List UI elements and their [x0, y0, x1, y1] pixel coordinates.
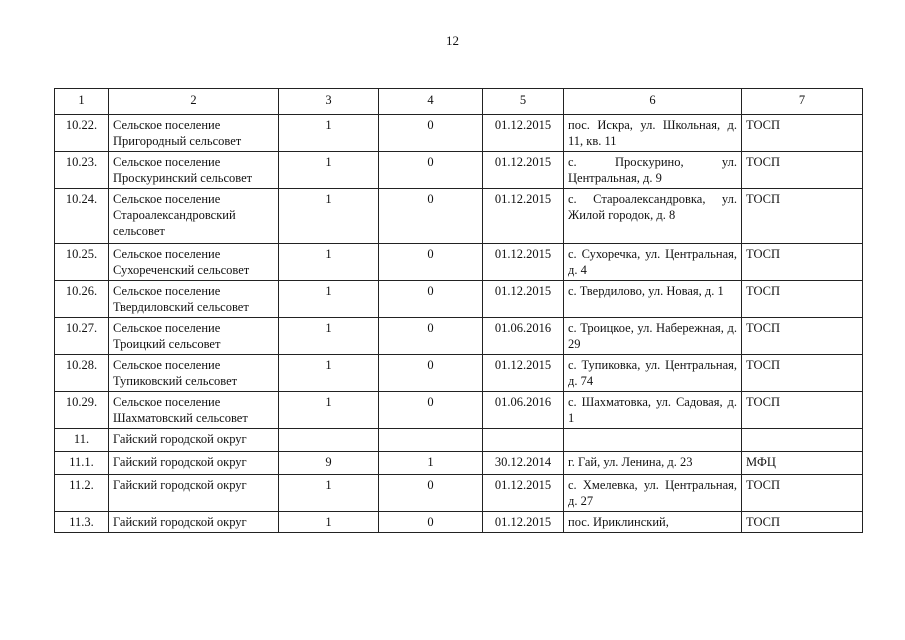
row-col4: 0 — [379, 318, 483, 355]
row-type: ТОСП — [742, 512, 863, 533]
row-number: 10.22. — [55, 115, 109, 152]
row-number: 11. — [55, 429, 109, 452]
row-address: пос. Искра, ул. Школьная, д. 11, кв. 11 — [564, 115, 742, 152]
row-type: ТОСП — [742, 115, 863, 152]
row-col3: 1 — [279, 392, 379, 429]
row-col4: 1 — [379, 452, 483, 475]
row-type — [742, 429, 863, 452]
row-col3: 1 — [279, 355, 379, 392]
row-col4: 0 — [379, 244, 483, 281]
row-col3: 1 — [279, 281, 379, 318]
row-col4: 0 — [379, 189, 483, 244]
row-date: 01.12.2015 — [483, 115, 564, 152]
header-cell: 4 — [379, 89, 483, 115]
header-cell: 5 — [483, 89, 564, 115]
row-address: с. Твердилово, ул. Новая, д. 1 — [564, 281, 742, 318]
row-address — [564, 429, 742, 452]
row-name: Сельское поселение Сухореченский сельсовет — [109, 244, 279, 281]
table-row — [55, 392, 863, 429]
register-table — [54, 88, 863, 533]
row-name: Сельское поселение Троицкий сельсовет — [109, 318, 279, 355]
row-name: Гайский городской округ — [109, 512, 279, 533]
row-type: МФЦ — [742, 452, 863, 475]
row-col4: 0 — [379, 355, 483, 392]
table-row — [55, 318, 863, 355]
row-type: ТОСП — [742, 244, 863, 281]
row-col3 — [279, 429, 379, 452]
row-name: Гайский городской округ — [109, 452, 279, 475]
row-name: Гайский городской округ — [109, 475, 279, 512]
row-col3: 9 — [279, 452, 379, 475]
row-number: 11.2. — [55, 475, 109, 512]
row-date: 01.12.2015 — [483, 475, 564, 512]
row-date: 01.12.2015 — [483, 244, 564, 281]
row-date: 01.06.2016 — [483, 318, 564, 355]
row-name: Сельское поселение Шахматовский сельсовет — [109, 392, 279, 429]
row-address: с. Староалександровка, ул. Жилой городок, д. 8 — [564, 189, 742, 244]
row-address: с. Тупиковка, ул. Центральная, д. 74 — [564, 355, 742, 392]
row-type: ТОСП — [742, 475, 863, 512]
row-col4: 0 — [379, 281, 483, 318]
row-date: 01.12.2015 — [483, 355, 564, 392]
row-type: ТОСП — [742, 152, 863, 189]
table-row — [55, 152, 863, 189]
row-address: с. Проскурино, ул. Центральная, д. 9 — [564, 152, 742, 189]
row-col4: 0 — [379, 475, 483, 512]
row-date: 01.12.2015 — [483, 281, 564, 318]
table-row — [55, 512, 863, 533]
row-name: Гайский городской округ — [109, 429, 279, 452]
row-number: 11.3. — [55, 512, 109, 533]
row-col4: 0 — [379, 115, 483, 152]
row-col3: 1 — [279, 318, 379, 355]
table-row — [55, 355, 863, 392]
header-cell: 7 — [742, 89, 863, 115]
table-row — [55, 189, 863, 244]
row-address: с. Сухоречка, ул. Центральная, д. 4 — [564, 244, 742, 281]
row-date: 01.12.2015 — [483, 512, 564, 533]
row-date: 01.06.2016 — [483, 392, 564, 429]
row-address: с. Хмелевка, ул. Центральная, д. 27 — [564, 475, 742, 512]
row-number: 10.27. — [55, 318, 109, 355]
row-type: ТОСП — [742, 281, 863, 318]
table-row — [55, 115, 863, 152]
row-col3: 1 — [279, 152, 379, 189]
row-type: ТОСП — [742, 392, 863, 429]
row-col4: 0 — [379, 512, 483, 533]
table-row — [55, 452, 863, 475]
row-number: 10.25. — [55, 244, 109, 281]
row-address: с. Шахматовка, ул. Садовая, д. 1 — [564, 392, 742, 429]
row-address: г. Гай, ул. Ленина, д. 23 — [564, 452, 742, 475]
header-cell: 1 — [55, 89, 109, 115]
row-number: 10.23. — [55, 152, 109, 189]
row-address: с. Троицкое, ул. Набережная, д. 29 — [564, 318, 742, 355]
row-number: 11.1. — [55, 452, 109, 475]
header-row — [55, 89, 863, 115]
row-col4: 0 — [379, 392, 483, 429]
page-number: 12 — [446, 33, 459, 48]
row-type: ТОСП — [742, 355, 863, 392]
row-date: 30.12.2014 — [483, 452, 564, 475]
row-number: 10.24. — [55, 189, 109, 244]
row-col3: 1 — [279, 512, 379, 533]
table-row — [55, 281, 863, 318]
row-name: Сельское поселение Твердиловский сельсовет — [109, 281, 279, 318]
row-col4 — [379, 429, 483, 452]
header-cell: 6 — [564, 89, 742, 115]
row-col3: 1 — [279, 115, 379, 152]
row-name: Сельское поселение Проскуринский сельсовет — [109, 152, 279, 189]
row-name: Сельское поселение Тупиковский сельсовет — [109, 355, 279, 392]
row-col3: 1 — [279, 244, 379, 281]
table-row — [55, 475, 863, 512]
header-cell: 2 — [109, 89, 279, 115]
row-address: пос. Ириклинский, — [564, 512, 742, 533]
row-type: ТОСП — [742, 318, 863, 355]
row-number: 10.29. — [55, 392, 109, 429]
row-col3: 1 — [279, 189, 379, 244]
row-type: ТОСП — [742, 189, 863, 244]
table-row — [55, 244, 863, 281]
row-col4: 0 — [379, 152, 483, 189]
header-cell: 3 — [279, 89, 379, 115]
row-number: 10.28. — [55, 355, 109, 392]
row-name: Сельское поселение Староалександровский сельсовет — [109, 189, 279, 244]
row-date: 01.12.2015 — [483, 152, 564, 189]
row-name: Сельское поселение Пригородный сельсовет — [109, 115, 279, 152]
section-row — [55, 429, 863, 452]
row-number: 10.26. — [55, 281, 109, 318]
row-date: 01.12.2015 — [483, 189, 564, 244]
row-date — [483, 429, 564, 452]
row-col3: 1 — [279, 475, 379, 512]
